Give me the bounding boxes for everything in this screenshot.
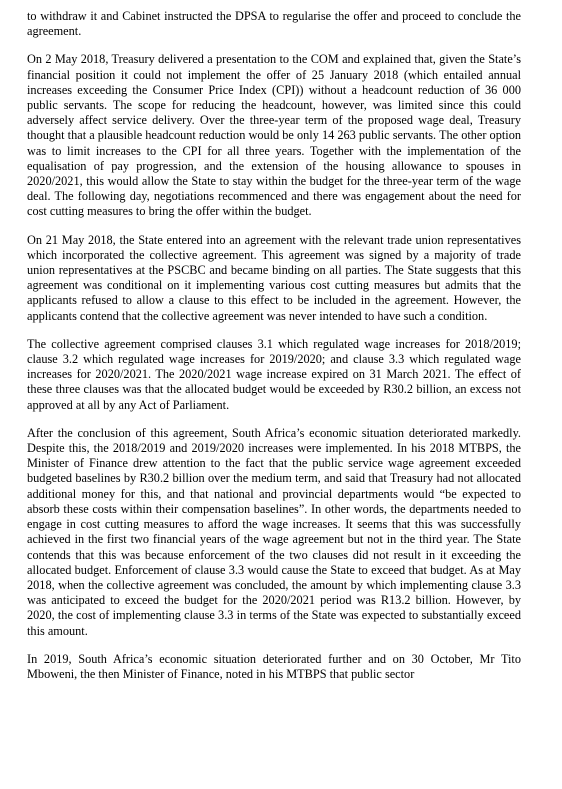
paragraph-collective-agreement: On 21 May 2018, the State entered into an agreement with the relevant trade union representatives which incorporated the collective agreement. This agreement was signed by a majority of trade union representatives at the PSCBC and became binding on all parties. The State suggests that this agreement was conditional on it implementing various cost cutting measures but admits that the applicants refused to allow a clause to this effect to be included in the agreement. However, the applicants contend that the collective agreement was never intended to have such a condition. — [27, 232, 521, 323]
paragraph-treasury-presentation: On 2 May 2018, Treasury delivered a presentation to the COM and explained that, given the State’s financial position it could not implement the offer of 25 January 2018 (which entailed annual increases exceeding the Consumer Price Index (CPI)) without a headcount reduction of 36 000 public servants. The scope for reducing the headcount, however, was limited since this could adversely affect service delivery. Over the three-year term of the proposed wage deal, Treasury thought that a plausible headcount reduction would be only 14 263 public servants. The other option was to limit increases to the CPI for all three years. Together with the implementation of the equalisation of pay progression, and the extension of the housing allowance to spouses in 2020/2021, this would allow the State to stay within the budget for the three-year term of the wage deal. The following day, negotiations recommenced and there was engagement about the need for cost cutting measures to bring the offer within the budget. — [27, 52, 521, 219]
document-page — [27, 9, 521, 695]
paragraph-agreement-clauses: The collective agreement comprised clauses 3.1 which regulated wage increases for 2018/2019; clause 3.2 which regulated wage increases for 2019/2020; and clause 3.3 which regulated wage increases for 2020/2021. The 2020/2021 wage increase expired on 31 March 2021. The effect of these three clauses was that the allocated budget would be exceeded by R30.2 billion, an excess not approved at all by any Act of Parliament. — [27, 336, 521, 412]
paragraph-economic-deterioration: After the conclusion of this agreement, South Africa’s economic situation deteriorated markedly. Despite this, the 2018/2019 and 2019/2020 increases were implemented. In his 2018 MTBPS, the Minister of Finance drew attention to the fact that the public service wage agreement exceeded budgeted baselines by R30.2 billion over the medium term, and said that Treasury had not allocated additional money for this, and that national and provincial departments would “be expected to absorb these costs within their compensation baselines”. In other words, the departments needed to engage in cost cutting measures to afford the wage increases. It seems that this was successfully achieved in the first two financial years of the wage agreement but not in the third year. The State contends that this was because enforcement of the two clauses did not result in it exceeding the allocated budget. Enforcement of clause 3.3 would cause the State to exceed that budget. As at May 2018, when the collective agreement was concluded, the amount by which implementing clause 3.3 was anticipated to exceed the budget for the 2020/2021 period was R13.2 billion. However, by 2020, the cost of implementing clause 3.3 in terms of the State was expected to substantially exceed this amount. — [27, 425, 521, 638]
paragraph-2019-situation: In 2019, South Africa’s economic situation deteriorated further and on 30 October, Mr Tito Mboweni, the then Minister of Finance, noted in his MTBPS that public sector — [27, 651, 521, 681]
paragraph-continuation: to withdraw it and Cabinet instructed the DPSA to regularise the offer and proceed to conclude the agreement. — [27, 9, 521, 39]
